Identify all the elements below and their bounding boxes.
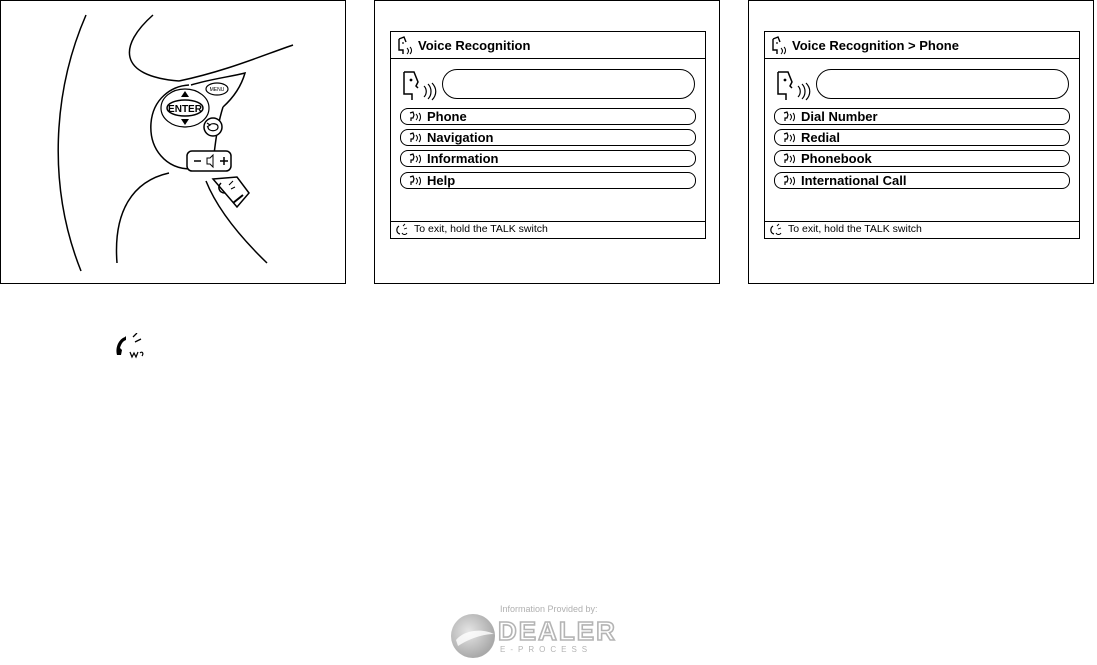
voice-menu-icon xyxy=(783,175,796,186)
enter-button-label: ENTER xyxy=(168,104,202,115)
voice-recognition-panel xyxy=(374,0,720,284)
screen-title: Voice Recognition xyxy=(418,38,531,53)
voice-command-icon xyxy=(397,36,415,55)
menu-button-label: MENU xyxy=(209,87,225,93)
voice-input-display xyxy=(816,69,1069,99)
menu-item-help[interactable] xyxy=(400,172,696,189)
voice-menu-icon xyxy=(409,132,422,143)
footer-hint: To exit, hold the TALK switch xyxy=(788,223,922,235)
steering-wheel-drawing xyxy=(1,1,347,285)
dealer-eprocess-logo xyxy=(448,600,658,660)
speaking-head-icon xyxy=(774,70,814,102)
screen-title-bar xyxy=(765,32,1079,59)
dealer-eprocess-watermark xyxy=(448,598,658,660)
talk-switch-icon xyxy=(113,333,147,361)
back-button xyxy=(204,118,222,136)
screen-footer xyxy=(765,221,1079,238)
menu-item-phonebook[interactable] xyxy=(774,150,1070,167)
voice-command-icon xyxy=(771,36,789,55)
menu-item-label: International Call xyxy=(801,173,907,188)
watermark-logo-text: DEALER xyxy=(498,616,617,646)
speaking-head-icon xyxy=(400,70,440,102)
menu-item-label: Information xyxy=(427,151,499,166)
phone-switch-pad xyxy=(213,177,249,207)
voice-recognition-phone-screen xyxy=(764,31,1080,239)
watermark-caption: Information Provided by: xyxy=(500,604,598,614)
steering-wheel-illustration-panel xyxy=(0,0,346,284)
voice-menu-icon xyxy=(783,132,796,143)
menu-item-label: Navigation xyxy=(427,130,494,145)
voice-input-display xyxy=(442,69,695,99)
up-arrow-icon xyxy=(181,91,189,97)
voice-menu-icon xyxy=(409,111,422,122)
menu-item-label: Dial Number xyxy=(801,109,878,124)
screen-footer xyxy=(391,221,705,238)
menu-item-phone[interactable] xyxy=(400,108,696,125)
menu-item-label: Help xyxy=(427,173,456,188)
screen-title-bar xyxy=(391,32,705,59)
menu-item-redial[interactable] xyxy=(774,129,1070,146)
menu-item-international-call[interactable] xyxy=(774,172,1070,189)
voice-menu-icon xyxy=(783,153,796,164)
down-arrow-icon xyxy=(181,119,189,125)
menu-item-navigation[interactable] xyxy=(400,129,696,146)
voice-recognition-screen xyxy=(390,31,706,239)
menu-item-information[interactable] xyxy=(400,150,696,167)
talk-switch-small-icon xyxy=(769,223,783,237)
footer-hint: To exit, hold the TALK switch xyxy=(414,223,548,235)
watermark-logo-subtext: E-PROCESS xyxy=(500,645,593,654)
menu-item-label: Redial xyxy=(801,130,841,145)
voice-recognition-phone-panel xyxy=(748,0,1094,284)
talk-switch-small-icon xyxy=(395,223,409,237)
voice-menu-icon xyxy=(409,153,422,164)
menu-item-dial-number[interactable] xyxy=(774,108,1070,125)
voice-menu-icon xyxy=(409,175,422,186)
menu-item-label: Phonebook xyxy=(801,151,872,166)
screen-title: Voice Recognition > Phone xyxy=(792,38,959,53)
menu-item-label: Phone xyxy=(427,109,467,124)
voice-menu-icon xyxy=(783,111,796,122)
